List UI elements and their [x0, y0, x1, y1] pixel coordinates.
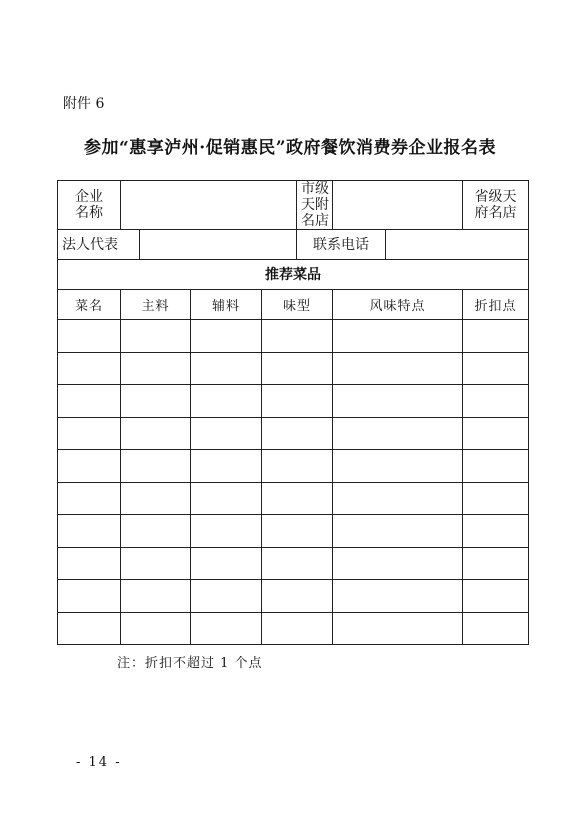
dish-cell[interactable]	[333, 547, 463, 580]
dish-cell[interactable]	[121, 580, 191, 613]
dish-cell[interactable]	[121, 320, 191, 353]
dish-row	[58, 352, 529, 385]
dish-cell[interactable]	[262, 580, 333, 613]
dish-cell[interactable]	[191, 612, 262, 645]
dish-cell[interactable]	[333, 482, 463, 515]
dish-cell[interactable]	[333, 612, 463, 645]
dish-cell[interactable]	[333, 417, 463, 450]
province-level-label	[463, 181, 529, 230]
dish-cell[interactable]	[121, 352, 191, 385]
dish-cell[interactable]	[262, 385, 333, 418]
company-name-field[interactable]	[121, 181, 297, 230]
dish-cell[interactable]	[262, 547, 333, 580]
dish-cell[interactable]	[121, 547, 191, 580]
dish-cell[interactable]	[191, 482, 262, 515]
dish-cell[interactable]	[191, 352, 262, 385]
dish-cell[interactable]	[191, 385, 262, 418]
dish-cell[interactable]	[262, 450, 333, 483]
dish-cell[interactable]	[333, 450, 463, 483]
dish-row	[58, 320, 529, 353]
dish-cell[interactable]	[121, 515, 191, 548]
dish-cell[interactable]	[191, 417, 262, 450]
dish-cell[interactable]	[58, 547, 121, 580]
recommended-dishes-label: 推荐菜品	[58, 260, 529, 290]
dish-cell[interactable]	[262, 612, 333, 645]
dish-cell[interactable]	[463, 417, 529, 450]
dish-cell[interactable]	[463, 352, 529, 385]
phone-label: 联系电话	[297, 230, 386, 260]
dish-cell[interactable]	[262, 515, 333, 548]
dish-cell[interactable]	[262, 482, 333, 515]
dish-table-body	[58, 320, 529, 645]
province-level-label-text: 省级天 府名店	[474, 189, 517, 221]
dish-header-cell: 折扣点	[463, 290, 529, 320]
dish-cell[interactable]	[333, 385, 463, 418]
legal-rep-label: 法人代表	[58, 230, 140, 260]
dish-cell[interactable]	[191, 580, 262, 613]
dish-cell[interactable]	[58, 352, 121, 385]
dish-cell[interactable]	[191, 515, 262, 548]
dish-cell[interactable]	[333, 580, 463, 613]
attachment-label: 附件 6	[63, 96, 105, 112]
dish-row	[58, 482, 529, 515]
dish-row	[58, 547, 529, 580]
registration-form	[57, 180, 529, 645]
dish-row	[58, 612, 529, 645]
dish-cell[interactable]	[121, 612, 191, 645]
phone-field[interactable]	[386, 230, 529, 260]
dish-cell[interactable]	[463, 320, 529, 353]
dish-row	[58, 450, 529, 483]
dish-cell[interactable]	[463, 482, 529, 515]
dish-header-cell: 辅料	[191, 290, 262, 320]
dish-cell[interactable]	[58, 482, 121, 515]
dish-cell[interactable]	[58, 450, 121, 483]
footnote: 注：折扣不超过 1 个点	[117, 656, 263, 671]
dish-header-row	[58, 290, 529, 320]
dish-cell[interactable]	[333, 352, 463, 385]
document-title: 参加“惠享泸州·促销惠民”政府餐饮消费券企业报名表	[84, 138, 496, 158]
dish-cell[interactable]	[463, 385, 529, 418]
dish-cell[interactable]	[262, 417, 333, 450]
city-level-label	[297, 181, 333, 230]
city-level-field[interactable]	[333, 181, 463, 230]
dish-cell[interactable]	[463, 515, 529, 548]
dish-cell[interactable]	[121, 482, 191, 515]
legal-rep-field[interactable]	[140, 230, 297, 260]
dish-cell[interactable]	[463, 450, 529, 483]
dish-cell[interactable]	[191, 320, 262, 353]
dish-cell[interactable]	[121, 450, 191, 483]
dish-cell[interactable]	[463, 547, 529, 580]
dish-row	[58, 417, 529, 450]
company-name-label-text: 企业 名称	[75, 189, 103, 221]
dish-header-cell: 主料	[121, 290, 191, 320]
dish-header-cell: 菜名	[58, 290, 121, 320]
dish-cell[interactable]	[333, 320, 463, 353]
dish-row	[58, 580, 529, 613]
dish-cell[interactable]	[121, 385, 191, 418]
dish-cell[interactable]	[58, 515, 121, 548]
page-number: - 14 -	[76, 755, 122, 770]
city-level-label-text: 市级 天附 名店	[301, 181, 329, 229]
dish-row	[58, 515, 529, 548]
dish-cell[interactable]	[191, 547, 262, 580]
dish-cell[interactable]	[463, 612, 529, 645]
dish-cell[interactable]	[463, 580, 529, 613]
company-name-label	[58, 181, 121, 230]
dish-header-cell: 味型	[262, 290, 333, 320]
dish-cell[interactable]	[262, 320, 333, 353]
dish-cell[interactable]	[333, 515, 463, 548]
dish-cell[interactable]	[58, 385, 121, 418]
dish-cell[interactable]	[58, 612, 121, 645]
dish-header-cell: 风味特点	[333, 290, 463, 320]
dish-cell[interactable]	[58, 417, 121, 450]
dish-cell[interactable]	[121, 417, 191, 450]
dish-cell[interactable]	[58, 320, 121, 353]
dish-cell[interactable]	[262, 352, 333, 385]
dish-row	[58, 385, 529, 418]
dish-cell[interactable]	[58, 580, 121, 613]
dish-cell[interactable]	[191, 450, 262, 483]
